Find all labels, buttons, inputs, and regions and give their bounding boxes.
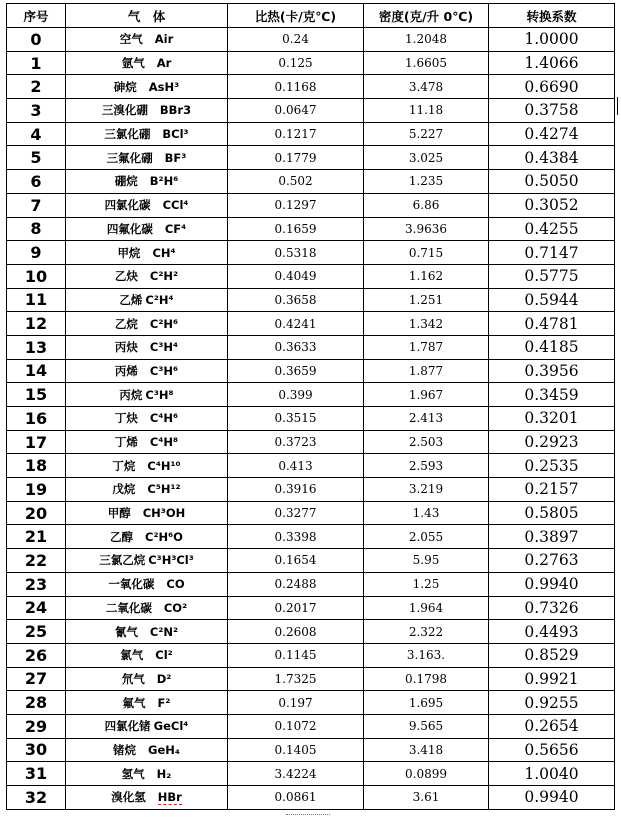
specific-heat: 0.413	[228, 454, 364, 478]
row-index: 16	[7, 407, 66, 431]
row-index: 10	[7, 264, 66, 288]
row-index: 2	[7, 75, 66, 99]
gas-cell	[66, 193, 228, 217]
specific-heat: 0.3633	[228, 335, 364, 359]
density: 5.227	[364, 122, 489, 146]
header-specific-heat: 比热(卡/克℃)	[228, 4, 364, 28]
gas-cell	[66, 241, 228, 265]
conversion-factor: 0.2923	[489, 430, 615, 454]
density: 2.593	[364, 454, 489, 478]
gas-formula: CH³OH	[142, 506, 186, 521]
density: 1.25	[364, 572, 489, 596]
density: 3.478	[364, 75, 489, 99]
gas-name: 丙烯	[114, 363, 138, 378]
gas-cell	[66, 75, 228, 99]
gas-name: 丁烯	[114, 435, 138, 450]
specific-heat: 0.0861	[228, 786, 364, 810]
gas-cell	[66, 667, 228, 691]
density: 1.967	[364, 383, 489, 407]
bottom-dotted-mark	[286, 814, 330, 816]
specific-heat: 0.3916	[228, 478, 364, 502]
specific-heat: 0.1405	[228, 738, 364, 762]
conversion-factor: 0.9921	[489, 667, 615, 691]
specific-heat: 0.3277	[228, 501, 364, 525]
gas-name: 三氟化硼	[106, 150, 153, 165]
specific-heat: 0.3398	[228, 525, 364, 549]
row-index: 21	[7, 525, 66, 549]
density: 0.0899	[364, 762, 489, 786]
gas-cell	[66, 714, 228, 738]
gas-cell	[66, 430, 228, 454]
density: 1.2048	[364, 28, 489, 52]
specific-heat: 0.24	[228, 28, 364, 52]
table-row	[7, 28, 615, 52]
gas-name: 三氯乙烷	[99, 553, 146, 568]
table-row	[7, 691, 615, 715]
gas-name: 乙醇	[110, 529, 134, 544]
gas-formula: GeH₄	[148, 742, 180, 757]
specific-heat: 0.4241	[228, 312, 364, 336]
table-row	[7, 288, 615, 312]
gas-name: 空气	[119, 32, 143, 47]
gas-cell	[66, 525, 228, 549]
gas-name: 硼烷	[114, 174, 138, 189]
gas-formula: D²	[156, 671, 172, 686]
conversion-factor: 0.5805	[489, 501, 615, 525]
gas-formula: H₂	[156, 766, 172, 781]
row-index: 5	[7, 146, 66, 170]
density: 3.163.	[364, 643, 489, 667]
gas-formula: C²N²	[149, 624, 179, 639]
row-index: 1	[7, 51, 66, 75]
conversion-factor: 0.2157	[489, 478, 615, 502]
gas-formula: CCl⁴	[162, 198, 189, 213]
gas-cell	[66, 146, 228, 170]
gas-formula: C²H²	[149, 269, 179, 284]
gas-formula: CH⁴	[152, 245, 176, 260]
conversion-factor: 0.9255	[489, 691, 615, 715]
row-index: 22	[7, 549, 66, 573]
gas-formula: C²H⁴	[145, 292, 174, 307]
row-index: 9	[7, 241, 66, 265]
gas-name: 甲烷	[117, 245, 141, 260]
conversion-factor: 0.5050	[489, 170, 615, 194]
table-row	[7, 170, 615, 194]
table-row	[7, 549, 615, 573]
conversion-factor: 1.0040	[489, 762, 615, 786]
table-row	[7, 454, 615, 478]
row-index: 29	[7, 714, 66, 738]
gas-formula: C²H⁶O	[145, 529, 183, 544]
gas-name: 乙烷	[114, 316, 138, 331]
gas-cell	[66, 28, 228, 52]
conversion-factor: 0.2763	[489, 549, 615, 573]
table-row	[7, 407, 615, 431]
conversion-factor: 0.3459	[489, 383, 615, 407]
density: 1.342	[364, 312, 489, 336]
specific-heat: 0.1654	[228, 549, 364, 573]
gas-formula: C²H⁶	[149, 316, 179, 331]
gas-cell	[66, 407, 228, 431]
specific-heat: 0.2488	[228, 572, 364, 596]
gas-formula: GeCl⁴	[153, 719, 189, 734]
row-index: 32	[7, 786, 66, 810]
gas-name: 二氧化碳	[105, 600, 152, 615]
row-index: 13	[7, 335, 66, 359]
row-index: 20	[7, 501, 66, 525]
conversion-factor: 0.3758	[489, 99, 615, 123]
row-index: 0	[7, 28, 66, 52]
specific-heat: 3.4224	[228, 762, 364, 786]
density: 1.43	[364, 501, 489, 525]
edge-mark	[617, 97, 618, 115]
gas-name: 氩气	[121, 56, 145, 71]
row-index: 18	[7, 454, 66, 478]
header-index: 序号	[7, 4, 66, 28]
gas-cell	[66, 762, 228, 786]
density: 1.964	[364, 596, 489, 620]
gas-cell	[66, 478, 228, 502]
conversion-factor: 0.2535	[489, 454, 615, 478]
gas-name: 氢气	[121, 766, 145, 781]
conversion-factor: 0.8529	[489, 643, 615, 667]
row-index: 3	[7, 99, 66, 123]
row-index: 27	[7, 667, 66, 691]
specific-heat: 0.3658	[228, 288, 364, 312]
gas-cell	[66, 335, 228, 359]
gas-name: 四氯化锗	[104, 719, 151, 734]
specific-heat: 0.3723	[228, 430, 364, 454]
table-row	[7, 51, 615, 75]
gas-cell	[66, 51, 228, 75]
table-row	[7, 75, 615, 99]
gas-cell	[66, 501, 228, 525]
gas-formula: C³H⁴	[149, 340, 179, 355]
table-row	[7, 738, 615, 762]
gas-cell	[66, 643, 228, 667]
gas-cell	[66, 549, 228, 573]
density: 2.055	[364, 525, 489, 549]
gas-cell	[66, 359, 228, 383]
gas-cell	[66, 217, 228, 241]
conversion-factor: 0.6690	[489, 75, 615, 99]
table-row	[7, 312, 615, 336]
specific-heat: 0.0647	[228, 99, 364, 123]
table-row	[7, 217, 615, 241]
conversion-factor: 0.3956	[489, 359, 615, 383]
gas-formula: C³H³Cl³	[148, 553, 194, 568]
gas-formula: F²	[157, 695, 171, 710]
gas-name: 砷烷	[113, 79, 137, 94]
gas-name: 三溴化硼	[101, 103, 148, 118]
gas-cell	[66, 572, 228, 596]
density: 3.219	[364, 478, 489, 502]
conversion-factor: 0.5944	[489, 288, 615, 312]
specific-heat: 0.5318	[228, 241, 364, 265]
gas-cell	[66, 738, 228, 762]
gas-formula: Cl²	[155, 648, 173, 663]
table-row	[7, 714, 615, 738]
gas-name: 甲醇	[107, 506, 131, 521]
density: 1.251	[364, 288, 489, 312]
row-index: 11	[7, 288, 66, 312]
gas-cell	[66, 288, 228, 312]
conversion-factor: 0.4384	[489, 146, 615, 170]
gas-formula: BBr3	[159, 103, 192, 118]
conversion-factor: 0.7147	[489, 241, 615, 265]
row-index: 25	[7, 620, 66, 644]
gas-cell	[66, 383, 228, 407]
gas-name: 氘气	[121, 671, 145, 686]
table-row	[7, 122, 615, 146]
specific-heat: 0.1072	[228, 714, 364, 738]
gas-formula: C⁴H⁶	[149, 411, 179, 426]
density: 0.715	[364, 241, 489, 265]
gas-name: 丁烷	[112, 458, 136, 473]
row-index: 24	[7, 596, 66, 620]
density: 3.9636	[364, 217, 489, 241]
gas-name: 戊烷	[112, 482, 136, 497]
density: 2.413	[364, 407, 489, 431]
gas-name: 乙烯	[119, 292, 143, 307]
table-row	[7, 359, 615, 383]
density: 3.025	[364, 146, 489, 170]
conversion-factor: 0.7326	[489, 596, 615, 620]
density: 1.877	[364, 359, 489, 383]
header-factor: 转换系数	[489, 4, 615, 28]
row-index: 7	[7, 193, 66, 217]
table-row	[7, 667, 615, 691]
table-row	[7, 99, 615, 123]
specific-heat: 0.2017	[228, 596, 364, 620]
gas-name: 四氟化碳	[106, 221, 153, 236]
gas-formula: Ar	[156, 56, 172, 71]
row-index: 14	[7, 359, 66, 383]
conversion-factor: 0.9940	[489, 572, 615, 596]
specific-heat: 0.399	[228, 383, 364, 407]
specific-heat: 0.1659	[228, 217, 364, 241]
gas-name: 四氯化碳	[104, 198, 151, 213]
gas-name: 丁炔	[114, 411, 138, 426]
gas-cell	[66, 264, 228, 288]
specific-heat: 0.2608	[228, 620, 364, 644]
row-index: 19	[7, 478, 66, 502]
gas-name: 丙烷	[119, 387, 143, 402]
conversion-factor: 0.3201	[489, 407, 615, 431]
gas-formula: B²H⁶	[149, 174, 179, 189]
conversion-factor: 1.0000	[489, 28, 615, 52]
specific-heat: 0.1779	[228, 146, 364, 170]
gas-formula: Air	[154, 32, 174, 47]
table-row	[7, 620, 615, 644]
table-row	[7, 146, 615, 170]
gas-name: 一氧化碳	[108, 577, 155, 592]
gas-name: 氟气	[122, 695, 146, 710]
gas-cell	[66, 786, 228, 810]
density: 11.18	[364, 99, 489, 123]
conversion-factor: 0.4274	[489, 122, 615, 146]
conversion-factor: 0.2654	[489, 714, 615, 738]
table-row	[7, 572, 615, 596]
specific-heat: 0.4049	[228, 264, 364, 288]
table-row	[7, 430, 615, 454]
specific-heat: 0.1297	[228, 193, 364, 217]
conversion-factor: 0.4255	[489, 217, 615, 241]
gas-table	[6, 3, 615, 810]
row-index: 8	[7, 217, 66, 241]
density: 5.95	[364, 549, 489, 573]
table-row	[7, 643, 615, 667]
density: 9.565	[364, 714, 489, 738]
row-index: 31	[7, 762, 66, 786]
conversion-factor: 0.9940	[489, 786, 615, 810]
table-row	[7, 264, 615, 288]
conversion-factor: 0.4781	[489, 312, 615, 336]
row-index: 23	[7, 572, 66, 596]
row-index: 15	[7, 383, 66, 407]
gas-formula: CF⁴	[164, 221, 187, 236]
density: 2.503	[364, 430, 489, 454]
specific-heat: 0.3515	[228, 407, 364, 431]
conversion-factor: 1.4066	[489, 51, 615, 75]
table-row	[7, 478, 615, 502]
density: 1.6605	[364, 51, 489, 75]
gas-formula: C⁵H¹²	[147, 482, 181, 497]
gas-name: 乙炔	[114, 269, 138, 284]
specific-heat: 0.197	[228, 691, 364, 715]
gas-formula: CO	[166, 577, 185, 592]
row-index: 4	[7, 122, 66, 146]
conversion-factor: 0.4493	[489, 620, 615, 644]
specific-heat: 0.502	[228, 170, 364, 194]
gas-cell	[66, 454, 228, 478]
gas-formula: C⁴H⁸	[149, 435, 179, 450]
header-density: 密度(克/升 0℃)	[364, 4, 489, 28]
row-index: 17	[7, 430, 66, 454]
table-row	[7, 335, 615, 359]
density: 2.322	[364, 620, 489, 644]
gas-name: 氯气	[120, 648, 144, 663]
specific-heat: 0.125	[228, 51, 364, 75]
row-index: 28	[7, 691, 66, 715]
row-index: 6	[7, 170, 66, 194]
row-index: 12	[7, 312, 66, 336]
row-index: 26	[7, 643, 66, 667]
gas-formula: CO²	[163, 600, 188, 615]
density: 1.695	[364, 691, 489, 715]
density: 1.162	[364, 264, 489, 288]
conversion-factor: 0.5656	[489, 738, 615, 762]
gas-name: 锗烷	[113, 742, 137, 757]
gas-formula: C³H⁶	[149, 363, 179, 378]
gas-formula: BF³	[164, 150, 187, 165]
gas-name: 氰气	[114, 624, 138, 639]
table-row	[7, 241, 615, 265]
conversion-factor: 0.5775	[489, 264, 615, 288]
gas-cell	[66, 620, 228, 644]
density: 3.418	[364, 738, 489, 762]
table-row	[7, 762, 615, 786]
gas-cell	[66, 596, 228, 620]
table-row	[7, 596, 615, 620]
density: 1.787	[364, 335, 489, 359]
table-row	[7, 193, 615, 217]
gas-name: 三氯化硼	[104, 127, 151, 142]
gas-formula: C⁴H¹⁰	[147, 458, 181, 473]
table-row	[7, 786, 615, 810]
conversion-factor: 0.3897	[489, 525, 615, 549]
header-row	[7, 4, 615, 28]
specific-heat: 0.1145	[228, 643, 364, 667]
header-gas: 气 体	[66, 4, 228, 28]
row-index: 30	[7, 738, 66, 762]
conversion-factor: 0.3052	[489, 193, 615, 217]
gas-formula: BCl³	[162, 127, 189, 142]
table-body	[7, 28, 615, 810]
gas-cell	[66, 312, 228, 336]
gas-name: 丙炔	[114, 340, 138, 355]
density: 6.86	[364, 193, 489, 217]
specific-heat: 0.1217	[228, 122, 364, 146]
density: 0.1798	[364, 667, 489, 691]
specific-heat: 1.7325	[228, 667, 364, 691]
table-row	[7, 383, 615, 407]
gas-cell	[66, 122, 228, 146]
specific-heat: 0.1168	[228, 75, 364, 99]
gas-formula: C³H⁸	[145, 387, 174, 402]
table-row	[7, 525, 615, 549]
density: 1.235	[364, 170, 489, 194]
gas-formula: AsH³	[148, 79, 180, 94]
gas-formula: HBr	[157, 790, 182, 805]
specific-heat: 0.3659	[228, 359, 364, 383]
gas-cell	[66, 691, 228, 715]
gas-cell	[66, 170, 228, 194]
gas-name: 溴化氢	[111, 790, 146, 805]
conversion-factor: 0.4185	[489, 335, 615, 359]
gas-cell	[66, 99, 228, 123]
density: 3.61	[364, 786, 489, 810]
table-row	[7, 501, 615, 525]
